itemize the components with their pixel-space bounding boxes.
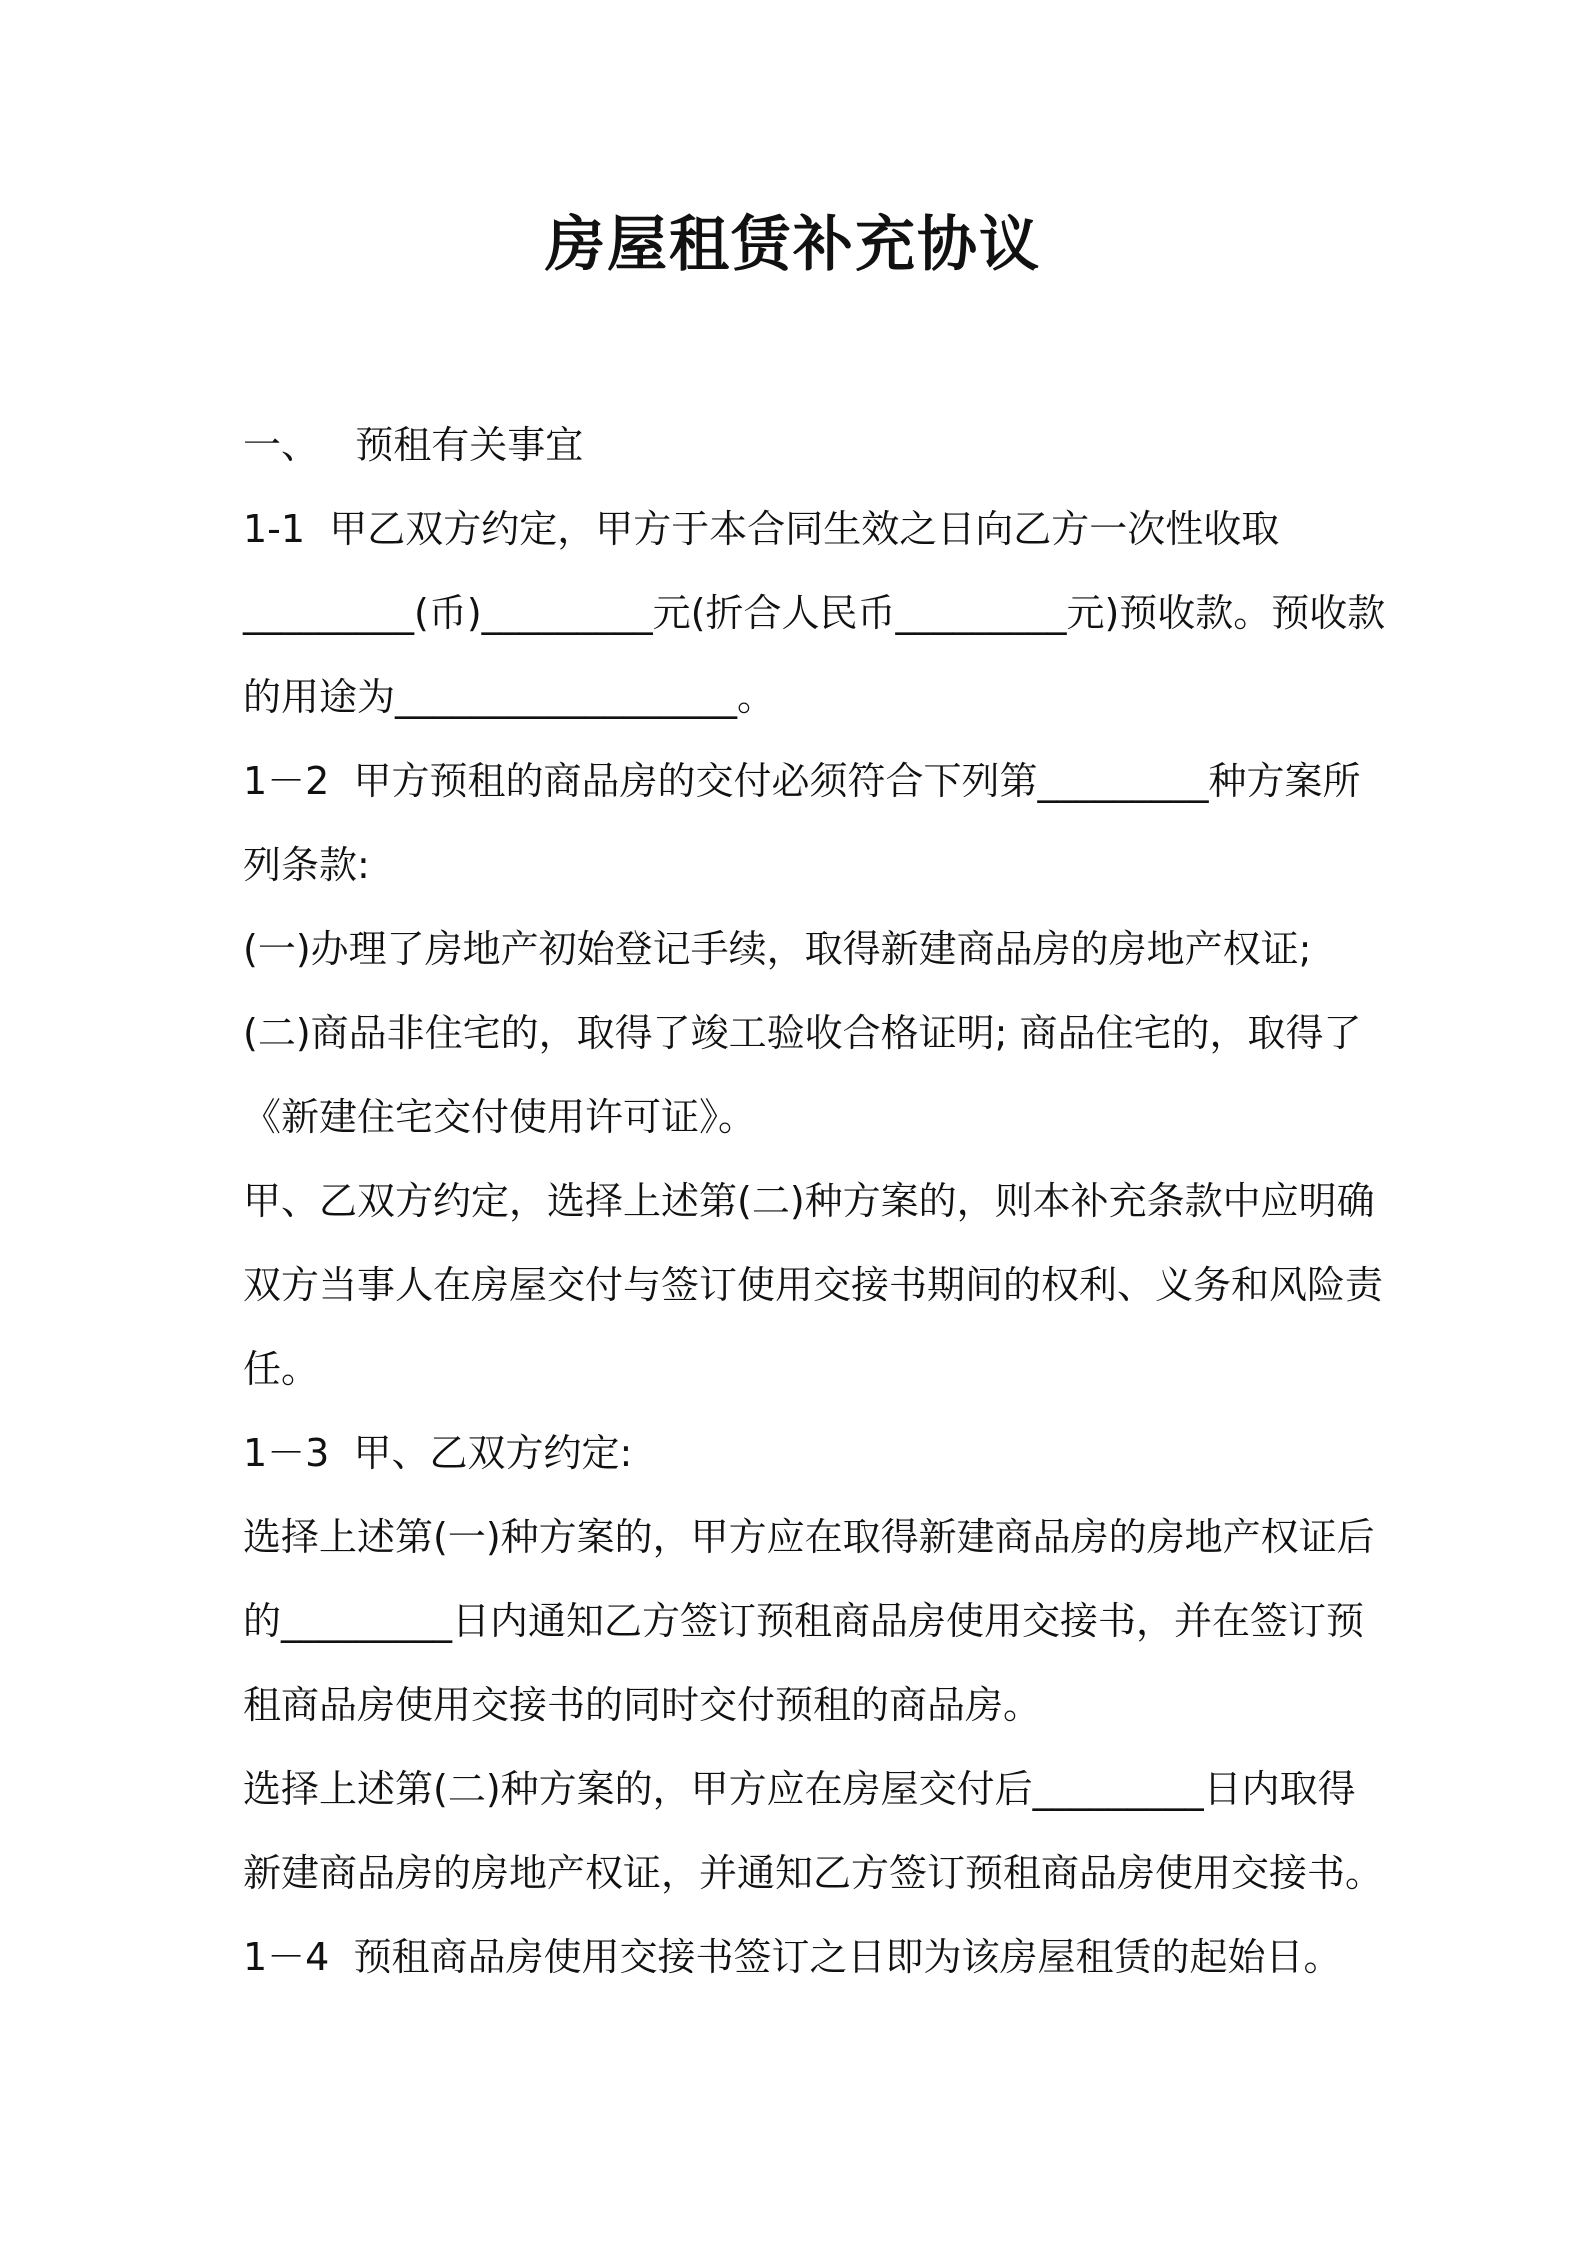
document-body — [243, 403, 1386, 1999]
document-title: 房屋租赁补充协议 — [545, 210, 1041, 280]
body-line: 新建商品房的房地产权证，并通知乙方签订预租商品房使用交接书。 — [243, 1851, 1384, 1895]
body-line: 选择上述第(一)种方案的，甲方应在取得新建商品房的房地产权证后 — [243, 1515, 1375, 1559]
section-heading: 一、 预租有关事宜 — [243, 423, 584, 467]
body-line: 1－3 甲、乙双方约定: — [243, 1431, 633, 1475]
body-line: 《新建住宅交付使用许可证》。 — [243, 1095, 757, 1139]
body-line: _________(币)_________元(折合人民币_________元)预收款。预收款 — [243, 591, 1386, 635]
body-line: 1-1 甲乙双方约定，甲方于本合同生效之日向乙方一次性收取 — [243, 507, 1280, 551]
body-line: 双方当事人在房屋交付与签订使用交接书期间的权利、义务和风险责 — [243, 1263, 1384, 1307]
body-line: 列条款: — [243, 843, 370, 887]
body-line: 租商品房使用交接书的同时交付预租的商品房。 — [243, 1683, 1042, 1727]
body-line: (一)办理了房地产初始登记手续，取得新建商品房的房地产权证; — [243, 927, 1312, 971]
body-line: 1－2 甲方预租的商品房的交付必须符合下列第_________种方案所 — [243, 759, 1361, 803]
body-line: 1－4 预租商品房使用交接书签订之日即为该房屋租赁的起始日。 — [243, 1935, 1342, 1979]
body-line: 的_________日内通知乙方签订预租商品房使用交接书，并在签订预 — [243, 1599, 1365, 1643]
body-line: 选择上述第(二)种方案的，甲方应在房屋交付后_________日内取得 — [243, 1767, 1356, 1811]
body-line: 甲、乙双方约定，选择上述第(二)种方案的，则本补充条款中应明确 — [243, 1179, 1375, 1223]
body-line: 任。 — [243, 1347, 320, 1391]
body-line: (二)商品非住宅的，取得了竣工验收合格证明; 商品住宅的，取得了 — [243, 1011, 1362, 1055]
body-line: 的用途为__________________。 — [243, 675, 776, 719]
